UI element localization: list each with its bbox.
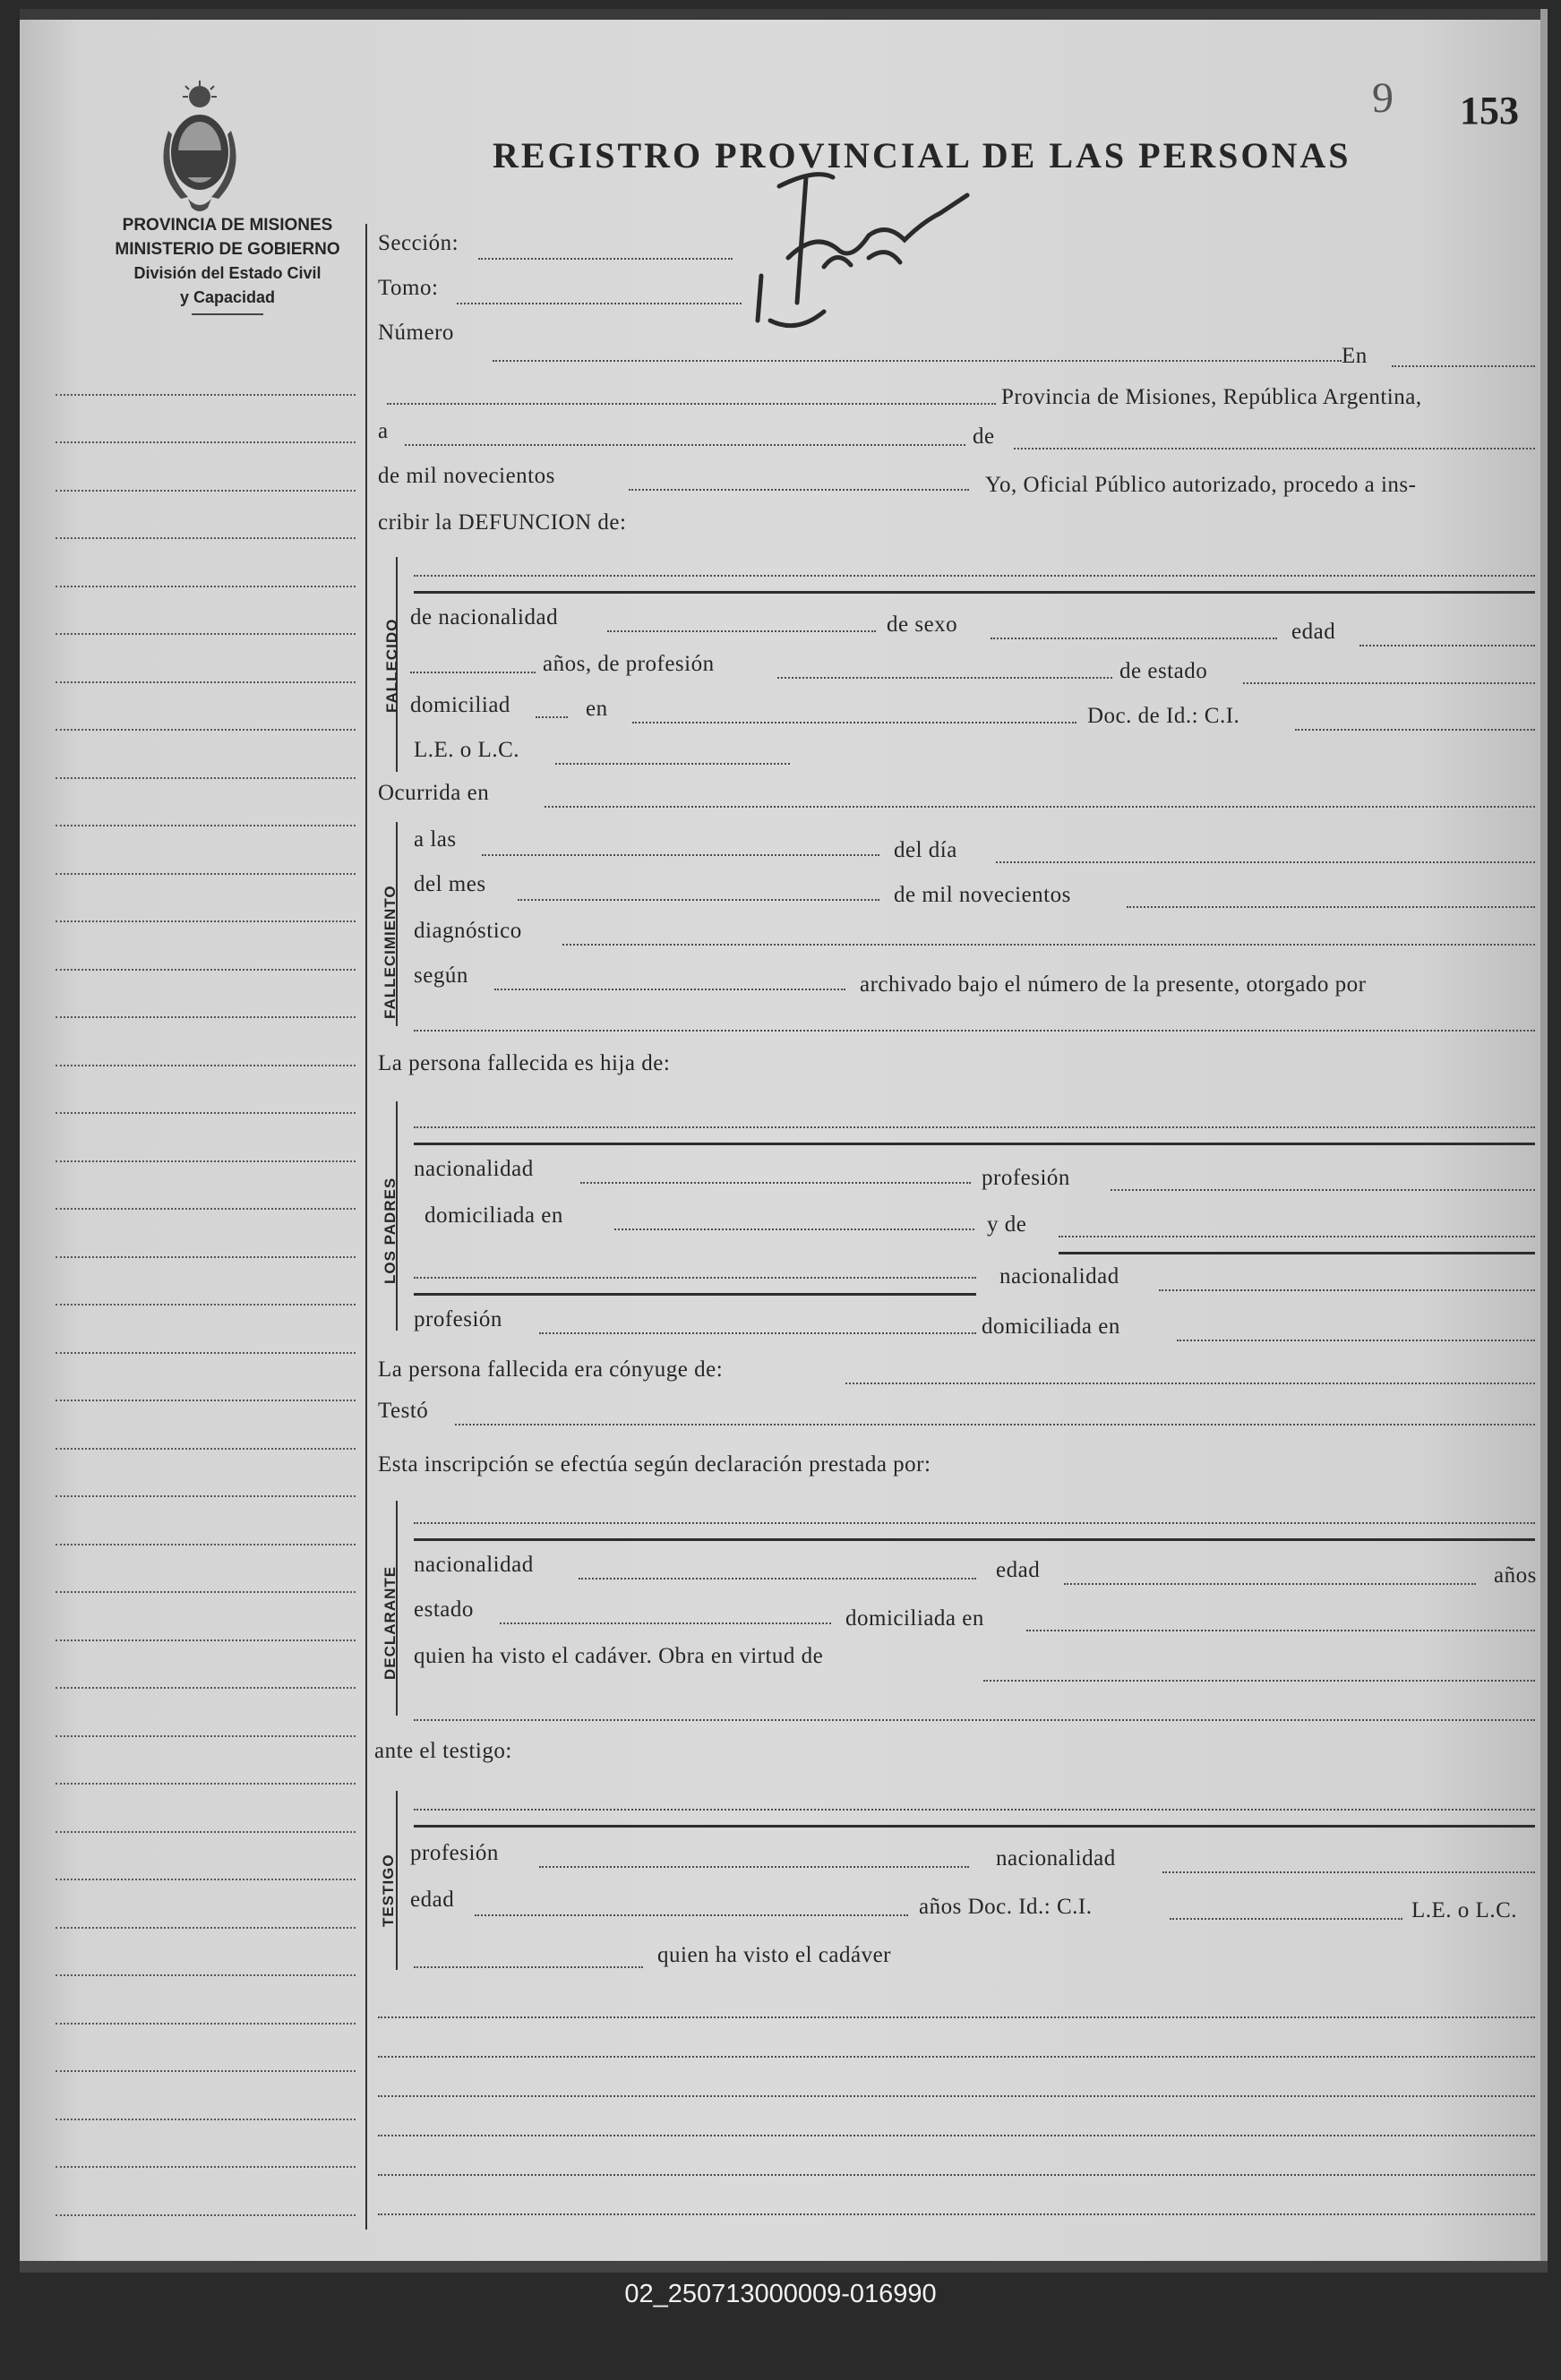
signature-icon	[752, 150, 976, 347]
field-f-anos[interactable]	[410, 672, 536, 673]
tab-fallecimiento: FALLECIMIENTO	[382, 885, 399, 1019]
coat-of-arms-icon	[161, 81, 238, 215]
label-p-domiciliada2: domiciliada en	[982, 1314, 1120, 1339]
label-p-nacionalidad: nacionalidad	[414, 1157, 534, 1181]
field-ocurrida[interactable]	[545, 806, 1535, 808]
field-declarante-nombre[interactable]	[414, 1522, 1535, 1524]
label-testo: Testó	[378, 1399, 429, 1423]
document-page	[20, 9, 1548, 2273]
label-p-profesion: profesión	[982, 1166, 1070, 1190]
padre-rule	[414, 1143, 1535, 1145]
field-tomo[interactable]	[457, 303, 742, 304]
field-t-doc[interactable]	[1170, 1918, 1402, 1920]
field-f-domiciliad-suffix[interactable]	[536, 716, 568, 718]
field-localidad[interactable]	[387, 403, 996, 405]
field-madre-nombre-cont[interactable]	[414, 1277, 976, 1279]
field-a-las[interactable]	[482, 854, 879, 856]
label-t-nacionalidad: nacionalidad	[996, 1846, 1116, 1871]
field-de-mil[interactable]	[1127, 906, 1535, 908]
label-en: En	[1342, 344, 1368, 368]
declarante-rule	[414, 1538, 1535, 1541]
label-d-nacionalidad: nacionalidad	[414, 1553, 534, 1577]
label-de-mil: de mil novecientos	[894, 883, 1071, 907]
label-t-cadaver: quien ha visto el cadáver	[657, 1943, 892, 1967]
header-ministry: MINISTERIO DE GOBIERNO	[115, 240, 340, 259]
page-right-edge	[1540, 9, 1548, 2273]
field-d-estado[interactable]	[500, 1622, 831, 1624]
fallecido-rule	[414, 591, 1535, 594]
madre-rule-left	[414, 1293, 976, 1296]
testigo-rule	[414, 1825, 1535, 1828]
field-f-estado[interactable]	[1243, 682, 1535, 684]
field-del-dia[interactable]	[996, 861, 1535, 863]
label-f-anos: años, de profesión	[543, 652, 715, 676]
label-ocurrida: Ocurrida en	[378, 781, 490, 805]
label-t-le: L.E. o L.C.	[1411, 1898, 1517, 1922]
field-f-doc[interactable]	[1295, 729, 1535, 731]
page-number: 9	[1372, 74, 1394, 122]
label-t-anos-doc: años Doc. Id.: C.I.	[919, 1895, 1093, 1919]
field-a[interactable]	[405, 444, 965, 446]
field-t-profesion[interactable]	[539, 1866, 969, 1868]
label-ante-testigo: ante el testigo:	[374, 1739, 512, 1763]
label-f-domicilio: domiciliad	[410, 693, 510, 717]
field-diagnostico[interactable]	[562, 944, 1535, 946]
label-conyuge: La persona fallecida era cónyuge de:	[378, 1357, 724, 1382]
label-f-nacionalidad: de nacionalidad	[410, 605, 559, 629]
field-p-domiciliada[interactable]	[614, 1229, 974, 1230]
label-f-estado: de estado	[1119, 659, 1208, 683]
field-t-edad[interactable]	[475, 1914, 908, 1916]
label-mil-novecientos: de mil novecientos	[378, 464, 555, 488]
label-p-domiciliada: domiciliada en	[425, 1203, 563, 1228]
tab-declarante: DECLARANTE	[382, 1565, 399, 1680]
label-del-dia: del día	[894, 838, 957, 862]
label-f-en: en	[586, 697, 608, 721]
field-de[interactable]	[1014, 448, 1535, 449]
label-d-domiciliada: domiciliada en	[845, 1606, 984, 1631]
label-archivado: archivado bajo el número de la presente, otorgado por	[860, 972, 1367, 997]
label-d-estado: estado	[414, 1597, 474, 1622]
label-provincia: Provincia de Misiones, República Argentina,	[1001, 385, 1422, 409]
label-segun: según	[414, 963, 468, 988]
image-identifier: 02_250713000009-016990	[624, 2280, 937, 2308]
field-f-le[interactable]	[555, 763, 790, 765]
label-numero: Número	[378, 321, 454, 345]
tab-testigo: TESTIGO	[380, 1853, 397, 1927]
label-a: a	[378, 419, 389, 443]
field-p-domiciliada2[interactable]	[1177, 1340, 1535, 1341]
field-t-le[interactable]	[414, 1966, 643, 1968]
field-numero[interactable]	[493, 360, 1342, 362]
field-conyuge[interactable]	[845, 1383, 1535, 1384]
label-del-mes: del mes	[414, 872, 486, 896]
page-bottom-edge	[20, 2261, 1548, 2273]
label-de: de	[973, 424, 995, 449]
field-d-nacionalidad[interactable]	[579, 1578, 976, 1580]
label-f-edad: edad	[1291, 620, 1336, 644]
label-d-cadaver: quien ha visto el cadáver. Obra en virtud de	[414, 1644, 824, 1668]
field-testo[interactable]	[455, 1424, 1535, 1425]
madre-rule-right	[1059, 1252, 1535, 1254]
label-diagnostico: diagnóstico	[414, 919, 522, 943]
field-d-edad[interactable]	[1064, 1583, 1476, 1585]
field-d-obra-cont[interactable]	[414, 1719, 1535, 1721]
field-otorgado-por[interactable]	[414, 1030, 1535, 1032]
stamp-number: 153	[1460, 89, 1519, 133]
header-province: PROVINCIA DE MISIONES	[122, 216, 333, 235]
label-inscribir: cribir la DEFUNCION de:	[378, 510, 627, 535]
label-hija-de: La persona fallecida es hija de:	[378, 1051, 671, 1075]
field-d-obra[interactable]	[983, 1680, 1535, 1682]
field-p-profesion2[interactable]	[539, 1332, 976, 1334]
label-d-edad: edad	[996, 1558, 1041, 1582]
header-underline	[192, 313, 263, 315]
label-f-sexo: de sexo	[887, 612, 958, 637]
label-t-edad: edad	[410, 1888, 455, 1912]
page-top-edge	[20, 9, 1548, 20]
label-p-y-de: y de	[987, 1212, 1027, 1237]
label-a-las: a las	[414, 827, 457, 852]
field-seccion[interactable]	[478, 258, 733, 260]
label-p-nacionalidad2: nacionalidad	[999, 1264, 1119, 1288]
label-d-anos: años	[1494, 1563, 1537, 1588]
field-f-profesion[interactable]	[777, 677, 1112, 679]
field-p-nacionalidad[interactable]	[580, 1182, 971, 1184]
field-f-sexo[interactable]	[991, 638, 1277, 639]
field-anio[interactable]	[629, 489, 969, 491]
field-del-mes[interactable]	[518, 899, 879, 901]
label-f-doc: Doc. de Id.: C.I.	[1087, 704, 1240, 728]
field-en[interactable]	[1392, 365, 1535, 367]
label-seccion: Sección:	[378, 231, 459, 255]
field-t-nacionalidad[interactable]	[1162, 1871, 1535, 1873]
field-madre-nombre[interactable]	[1059, 1236, 1535, 1237]
field-p-profesion[interactable]	[1111, 1189, 1535, 1191]
header-capacity: y Capacidad	[179, 288, 276, 306]
header-division: División del Estado Civil	[133, 264, 322, 282]
field-padre-nombre[interactable]	[414, 1126, 1535, 1128]
field-nombre-fallecido[interactable]	[414, 575, 1535, 577]
tab-fallecido: FALLECIDO	[383, 618, 400, 713]
label-inscripcion: Esta inscripción se efectúa según declaración prestada por:	[378, 1452, 931, 1477]
field-f-edad[interactable]	[1359, 645, 1535, 646]
label-oficial: Yo, Oficial Público autorizado, procedo a ins-	[985, 473, 1417, 497]
tab-padres: LOS PADRES	[382, 1177, 399, 1284]
page-title: REGISTRO PROVINCIAL DE LAS PERSONAS	[493, 135, 1351, 176]
label-t-profesion: profesión	[410, 1841, 499, 1865]
field-f-domicilio[interactable]	[632, 722, 1076, 723]
field-f-nacionalidad[interactable]	[607, 630, 876, 632]
label-tomo: Tomo:	[378, 276, 439, 300]
field-d-domiciliada[interactable]	[1026, 1630, 1535, 1631]
label-p-profesion2: profesión	[414, 1307, 502, 1331]
label-f-le: L.E. o L.C.	[414, 738, 519, 762]
field-p-nacionalidad2[interactable]	[1159, 1289, 1535, 1291]
issuer-header	[75, 213, 380, 315]
margin-rule	[365, 224, 367, 2230]
field-segun[interactable]	[494, 989, 845, 990]
field-testigo-nombre[interactable]	[414, 1809, 1535, 1811]
